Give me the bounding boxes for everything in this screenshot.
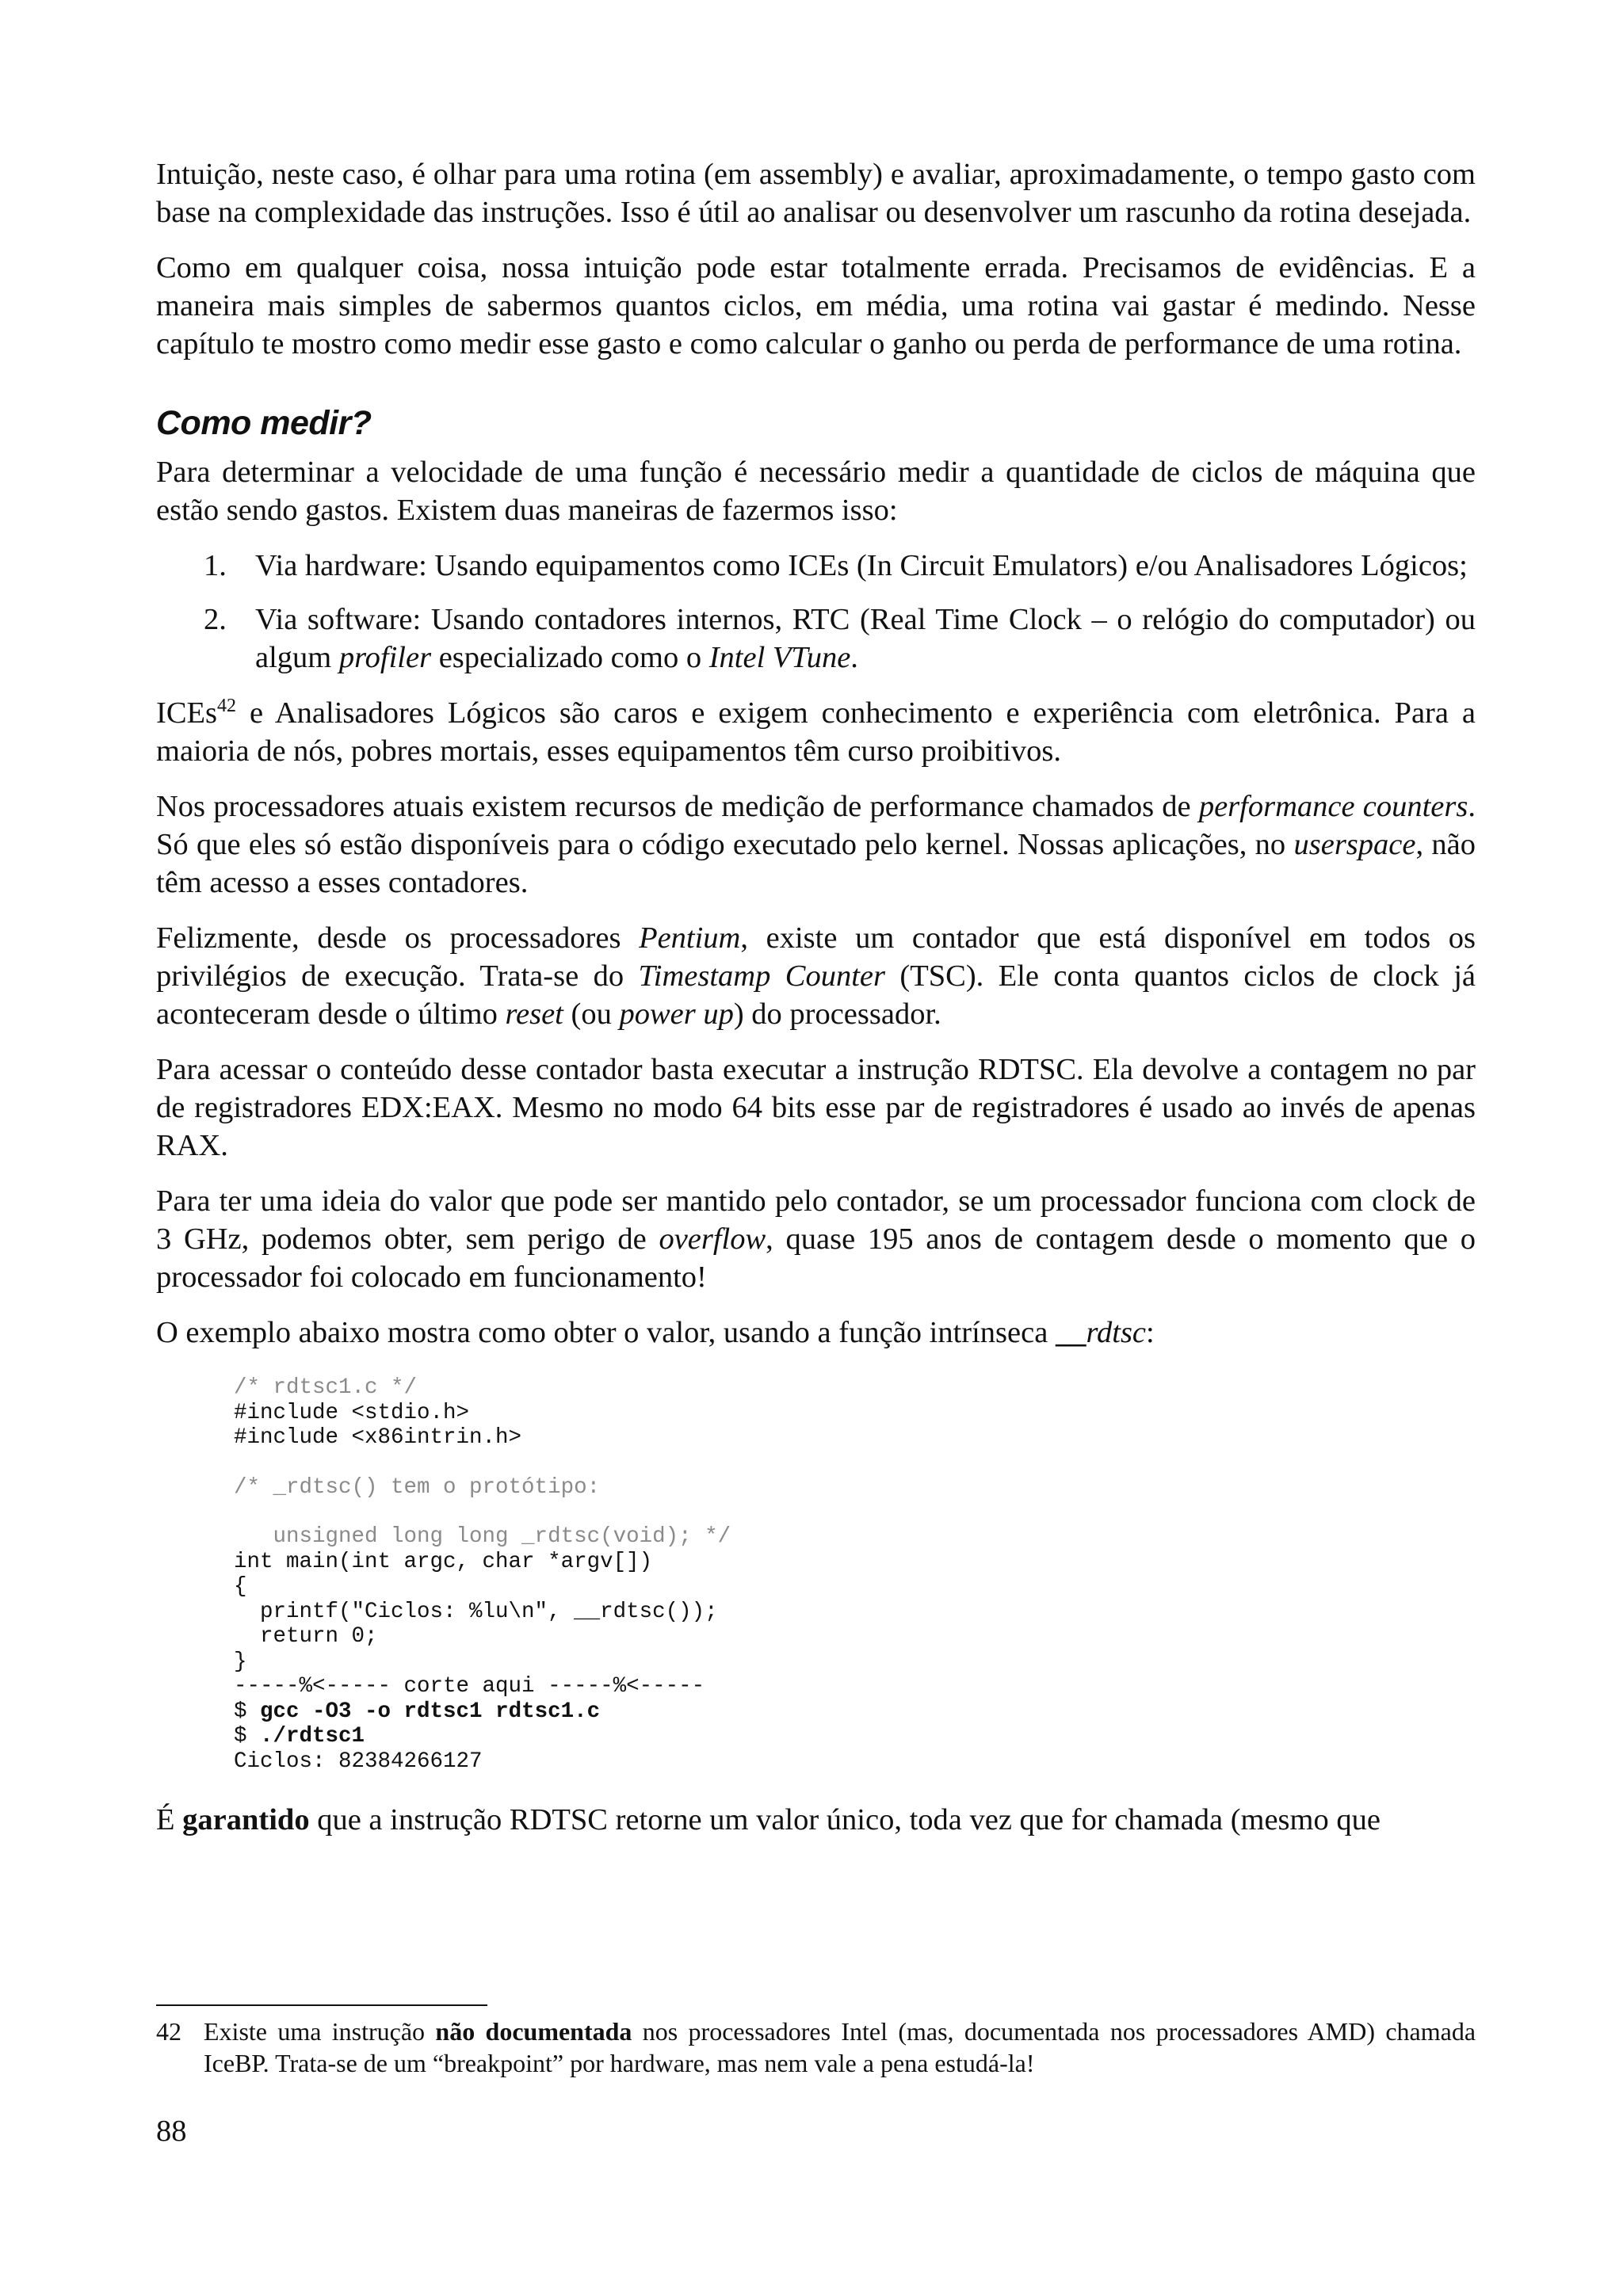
code-line: -----%<----- corte aqui -----%<-----: [234, 1674, 705, 1699]
paragraph-determinar: Para determinar a velocidade de uma função é necessário medir a quantidade de ciclos de máquina que estão sendo gastos. Existem duas maneiras de fazermos isso:: [156, 456, 1476, 527]
code-line: {: [234, 1574, 247, 1599]
code-listing: [234, 1375, 1476, 1774]
section-heading: Como medir?: [156, 404, 372, 442]
paragraph-ices: ICEs$^{42}$ e Analisadores Lógicos são caros e exigem conhecimento e experiência com eletrônica. Para a maioria de nós, pobres mortais, esses equipamentos têm curso proibitivos.: [156, 696, 1476, 768]
list-item: [156, 547, 1476, 585]
paragraph-rdtsc: Para acessar o conteúdo desse contador basta executar a instrução RDTSC. Ela devolve a contagem no par de registradores EDX:EAX. Mesmo no modo 64 bits esse par de registradores é usado ao invés de apenas RAX.: [156, 1053, 1476, 1162]
code-line: $ gcc -O3 -o rdtsc1 rdtsc1.c: [234, 1699, 601, 1724]
list-item: [156, 601, 1476, 677]
paragraph-evidencias: Como em qualquer coisa, nossa intuição pode estar totalmente errada. Precisamos de evidências. E a maneira mais simples de sabermos quantos ciclos, em média, uma rotina vai gastar é medindo. Nesse capítulo te mostro como medir esse gasto e como calcular o ganho ou perda de performance de uma rotina.: [156, 251, 1476, 360]
footnote-ref[interactable]: 42: [217, 696, 236, 717]
footnote-divider: [156, 2004, 487, 2006]
code-line: }: [234, 1649, 247, 1674]
code-line: printf("Ciclos: %lu\n", __rdtsc());: [234, 1599, 718, 1624]
methods-list: [156, 547, 1476, 677]
footnote-number: 42: [156, 2017, 181, 2046]
paragraph-exemplo: O exemplo abaixo mostra como obter o valor, usando a função intrínseca __rdtsc:: [156, 1316, 1155, 1349]
code-line: int main(int argc, char *argv[]): [234, 1549, 653, 1574]
paragraph-garantido: É garantido que a instrução RDTSC retorne um valor único, toda vez que for chamada (mesmo que: [156, 1803, 1381, 1836]
list-text: Via software: Usando contadores internos, RTC (Real Time Clock – o relógio do computador) ou algum profiler especializado como o Intel VTune.: [255, 603, 1476, 674]
paragraph-performance-counters: Nos processadores atuais existem recursos de medição de performance chamados de performance counters. Só que eles só estão disponíveis para o código executado pelo kernel. Nossas aplicações, no userspace, não têm acesso a esses contadores.: [156, 790, 1476, 899]
page-body: [156, 155, 1476, 1856]
code-line: #include <x86intrin.h>: [234, 1425, 522, 1450]
footnote: [156, 2016, 1476, 2079]
code-comment: unsigned long long _rdtsc(void); */: [234, 1524, 731, 1549]
code-line: return 0;: [234, 1624, 378, 1649]
code-line: Ciclos: 82384266127: [234, 1749, 483, 1774]
list-number: 2.: [204, 603, 227, 636]
code-comment: /* rdtsc1.c */: [234, 1375, 418, 1400]
list-text: Via hardware: Usando equipamentos como ICEs (In Circuit Emulators) e/ou Analisadores Lógicos;: [255, 549, 1468, 582]
code-line: $ ./rdtsc1: [234, 1724, 365, 1749]
paragraph-tsc: Felizmente, desde os processadores Pentium, existe um contador que está disponível em todos os privilégios de execução. Trata-se do Timestamp Counter (TSC). Ele conta quantos ciclos de clock já aconteceram desde o último reset (ou power up) do processador.: [156, 921, 1476, 1031]
code-line: #include <stdio.h>: [234, 1400, 470, 1425]
paragraph-intuicao: Intuição, neste caso, é olhar para uma rotina (em assembly) e avaliar, aproximadamente, o tempo gasto com base na complexidade das instruções. Isso é útil ao analisar ou desenvolver um rascunho da rotina desejada.: [156, 158, 1476, 229]
paragraph-overflow: Para ter uma ideia do valor que pode ser mantido pelo contador, se um processador funciona com clock de 3 GHz, podemos obter, sem perigo de overflow, quase 195 anos de contagem desde o momento que o processador foi colocado em funcionamento!: [156, 1184, 1476, 1294]
section-heading-wrap: [156, 380, 1476, 444]
page-number: 88: [156, 2115, 187, 2148]
code-comment: /* _rdtsc() tem o protótipo:: [234, 1474, 601, 1500]
list-number: 1.: [204, 549, 227, 582]
footnote-text: Existe uma instrução não documentada nos processadores Intel (mas, documentada nos processadores AMD) chamada IceBP. Trata-se de um “breakpoint” por hardware, mas nem vale a pena estudá-la!: [204, 2017, 1476, 2077]
